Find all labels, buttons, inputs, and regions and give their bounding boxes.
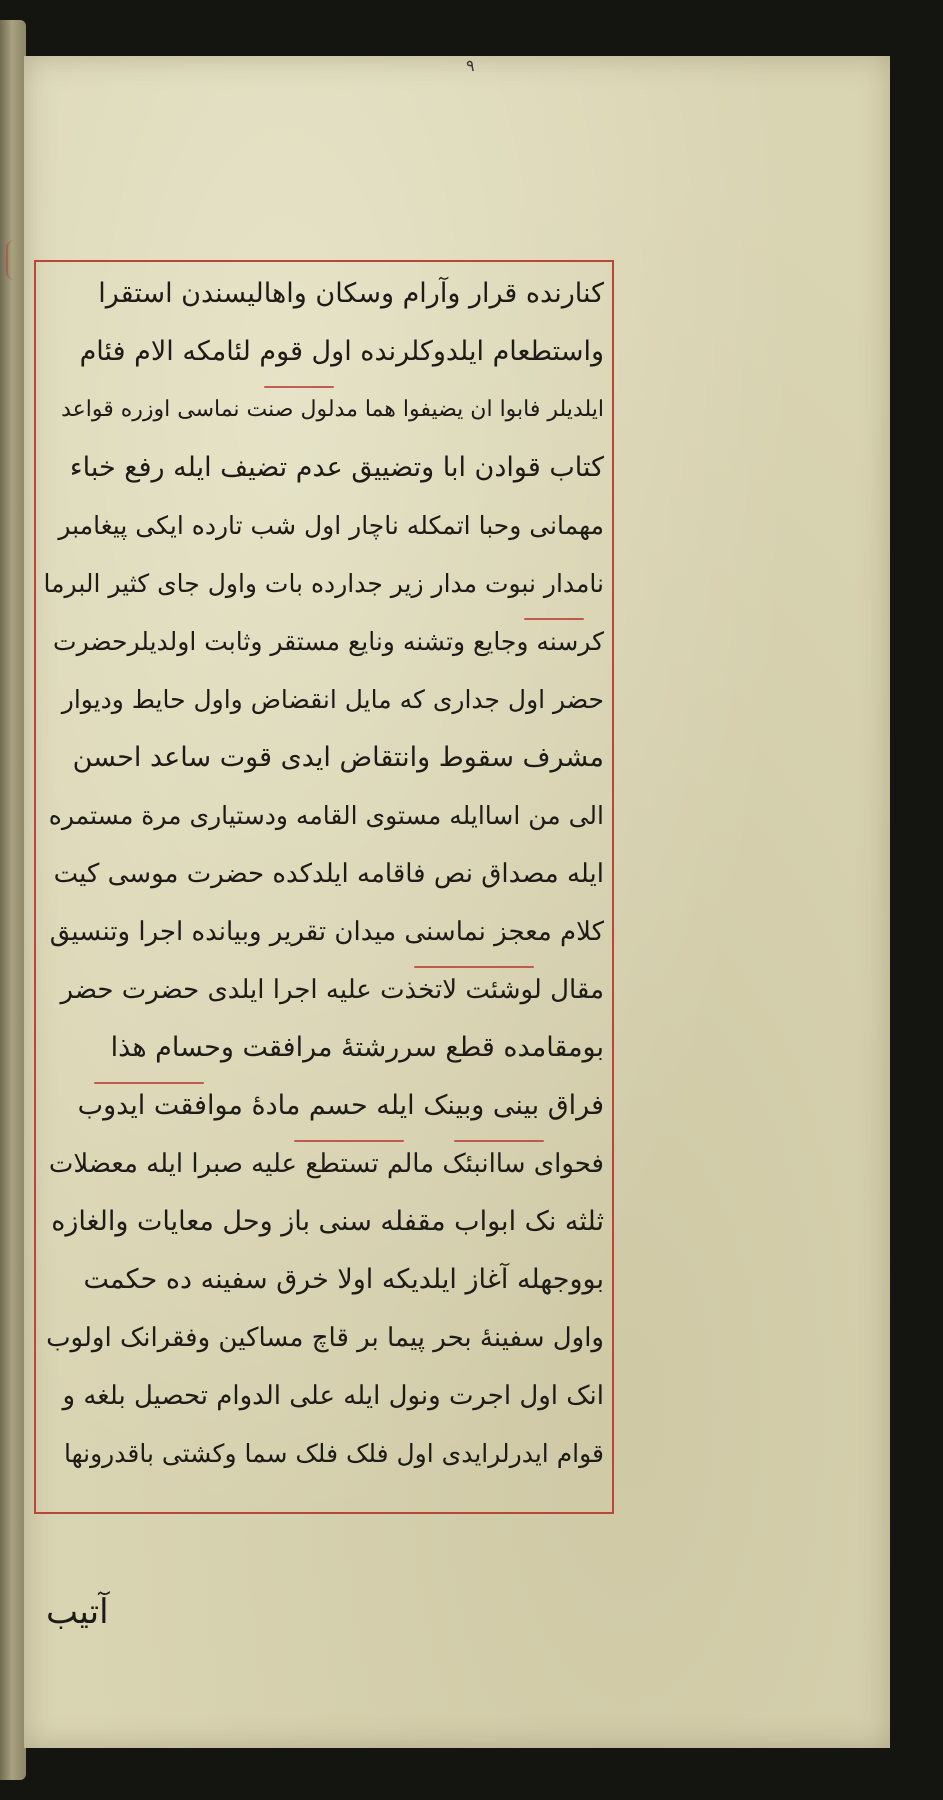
red-overline [294, 1140, 404, 1142]
text-line: واول سفینهٔ بحر پیما بر قاچ مساکین وفقرانک اولوب [46, 1323, 604, 1353]
page-edge [0, 20, 26, 1780]
text-line: مقال لوشئت لاتخذت علیه اجرا ایلدی حضرت حضر [60, 975, 604, 1005]
red-overline [414, 966, 534, 968]
text-line: کنارنده قرار وآرام وسکان واهالیسندن استقرا [98, 278, 604, 309]
text-line: ایله مصداق نص فاقامه ایلدکده حضرت موسی کیت [53, 859, 604, 889]
red-overline [264, 386, 334, 388]
text-line: ایلدیلر فابوا ان یضیفوا هما مدلول صنت نماسی اوزره قواعد [61, 397, 604, 422]
text-line: کلام معجز نماسنی میدان تقریر وبیانده اجرا وتنسیق [49, 917, 604, 947]
text-line: بووجهله آغاز ایلدیکه اولا خرق سفینه ده حکمت [83, 1264, 604, 1295]
text-line: قوام ایدرلرایدی اول فلک فلک سما وکشتی باقدرونها [64, 1439, 604, 1468]
text-line: مشرف سقوط وانتقاض ایدی قوت ساعد احسن [72, 742, 604, 773]
text-line: کرسنه وجایع وتشنه ونایع مستقر وثابت اولدیلرحضرت [53, 627, 604, 656]
text-line: حضر اول جداری که مایل انقضاض واول حایط ودیوار [61, 685, 604, 714]
red-overline [454, 1140, 544, 1142]
text-line: مهمانی وحبا اتمکله ناچار اول شب تارده ایکی پیغامبر [58, 511, 604, 540]
text-line: ثلثه نک ابواب مقفله سنی باز وحل معایات والغازه [51, 1206, 604, 1237]
red-overline [94, 1082, 204, 1084]
text-line: فحوای ساانبئک مالم تستطع علیه صبرا ایله معضلات [48, 1149, 604, 1179]
text-line: نامدار نبوت مدار زیر جدارده بات واول جای کثیر البرما [44, 569, 604, 598]
text-line: کتاب قوادن ابا وتضییق عدم تضیف ایله رفع خباء [69, 452, 604, 483]
folio-number: ۹ [466, 56, 475, 75]
text-block [44, 268, 604, 1508]
text-line: فراق بینی وبینک ایله حسم مادهٔ موافقت ایدوب [77, 1090, 604, 1121]
catchword: آتیب [46, 1592, 109, 1632]
red-overline [524, 618, 584, 620]
text-line: انک اول اجرت ونول ایله علی الدوام تحصیل بلغه و [62, 1381, 604, 1411]
text-line: الی من اساایله مستوی القامه ودستیاری مرة مستمره [48, 801, 604, 830]
margin-mark [6, 240, 22, 280]
text-line: بومقامده قطع سررشتهٔ مرافقت وحسام هذا [110, 1032, 604, 1063]
text-line: واستطعام ایلدوکلرنده اول قوم لئامکه الام فئام [79, 336, 604, 367]
